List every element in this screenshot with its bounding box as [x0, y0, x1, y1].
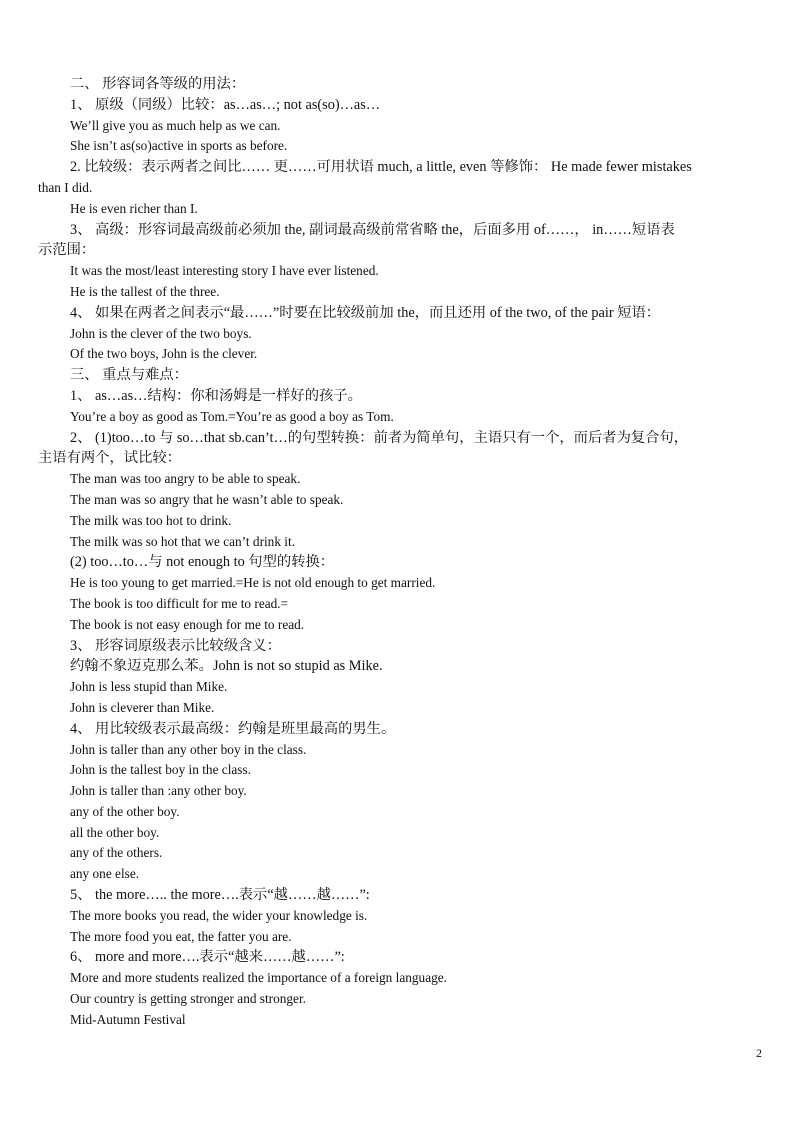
point-between-two: 4、 如果在两者之间表示“最……”时要在比较级前加 the，而且还用 of the two, of the pair 短语：: [70, 304, 661, 321]
point-superlative-degree: 3、 高级：形容词最高级前必须加 the, 副词最高级前常省略 the，后面多用 of……， in……短语表: [70, 221, 675, 238]
point-more-and-more: 6、 more and more….表示“越来……越……”:: [70, 949, 345, 966]
point-too-to-conversion-continued: 主语有两个，试比较：: [38, 450, 181, 467]
example-line: We’ll give you as much help as we can.: [70, 117, 281, 133]
example-line: 约翰不象迈克那么苯。John is not so stupid as Mike.: [70, 658, 383, 675]
example-line: The more food you eat, the fatter you are.: [70, 928, 292, 944]
example-line: It was the most/least interesting story I have ever listened.: [70, 263, 379, 279]
example-line: The milk was so hot that we can’t drink it.: [70, 533, 296, 549]
example-line: John is taller than :any other boy.: [70, 783, 247, 799]
example-line: Mid-Autumn Festival: [70, 1011, 186, 1027]
point-positive-as-comparative: 3、 形容词原级表示比较级含义：: [70, 637, 281, 654]
example-line: John is the clever of the two boys.: [70, 325, 252, 341]
example-line: He is the tallest of the three.: [70, 283, 220, 299]
section-heading-key-points: 三、 重点与难点：: [70, 367, 188, 384]
example-line: any one else.: [70, 866, 140, 882]
example-line: John is less stupid than Mike.: [70, 679, 228, 695]
example-line: The more books you read, the wider your knowledge is.: [70, 907, 368, 923]
section-heading-adjective-degrees: 二、 形容词各等级的用法：: [70, 76, 246, 92]
example-line: any of the others.: [70, 845, 163, 861]
document-body: [0, 74, 794, 1031]
point-comparative-as-superlative: 4、 用比较级表示最高级：约翰是班里最高的男生。: [70, 720, 396, 737]
point-comparative-degree-continued: than I did.: [38, 179, 93, 195]
example-line: The book is not easy enough for me to read.: [70, 616, 305, 632]
point-as-as-structure: 1、 as…as…结构：你和汤姆是一样好的孩子。: [70, 387, 362, 404]
point-superlative-degree-continued: 示范围：: [38, 242, 96, 259]
example-line: Our country is getting stronger and stronger.: [70, 991, 306, 1007]
example-line: More and more students realized the importance of a foreign language.: [70, 970, 447, 986]
example-line: The man was too angry to be able to speak.: [70, 471, 301, 487]
example-line: John is cleverer than Mike.: [70, 699, 215, 715]
point-too-to-conversion: 2、 (1)too…to 与 so…that sb.can’t…的句型转换：前者为简单句，主语只有一个，而后者为复合句，: [70, 429, 689, 446]
example-line: all the other boy.: [70, 824, 160, 840]
example-line: He is even richer than I.: [70, 200, 198, 216]
example-line: John is taller than any other boy in the class.: [70, 741, 307, 757]
example-line: He is too young to get married.=He is not old enough to get married.: [70, 575, 436, 591]
point-positive-degree: 1、 原级（同级）比较：as…as…; not as(so)…as…: [70, 96, 381, 113]
example-line: John is the tallest boy in the class.: [70, 762, 251, 778]
point-not-enough-conversion: (2) too…to…与 not enough to 句型的转换：: [70, 554, 335, 571]
example-line: The man was so angry that he wasn’t able to speak.: [70, 491, 344, 507]
example-line: You’re a boy as good as Tom.=You’re as good a boy as Tom.: [70, 408, 394, 424]
page-number: 2: [756, 1046, 762, 1060]
example-line: The book is too difficult for me to read.=: [70, 595, 289, 611]
example-line: She isn’t as(so)active in sports as before.: [70, 138, 288, 154]
point-comparative-degree: 2. 比较级：表示两者之间比…… 更……可用状语 much, a little, even 等修饰： He made fewer mistakes: [70, 159, 692, 176]
example-line: any of the other boy.: [70, 803, 180, 819]
example-line: Of the two boys, John is the clever.: [70, 346, 258, 362]
point-the-more-the-more: 5、 the more….. the more….表示“越……越……”:: [70, 887, 370, 904]
example-line: The milk was too hot to drink.: [70, 512, 232, 528]
